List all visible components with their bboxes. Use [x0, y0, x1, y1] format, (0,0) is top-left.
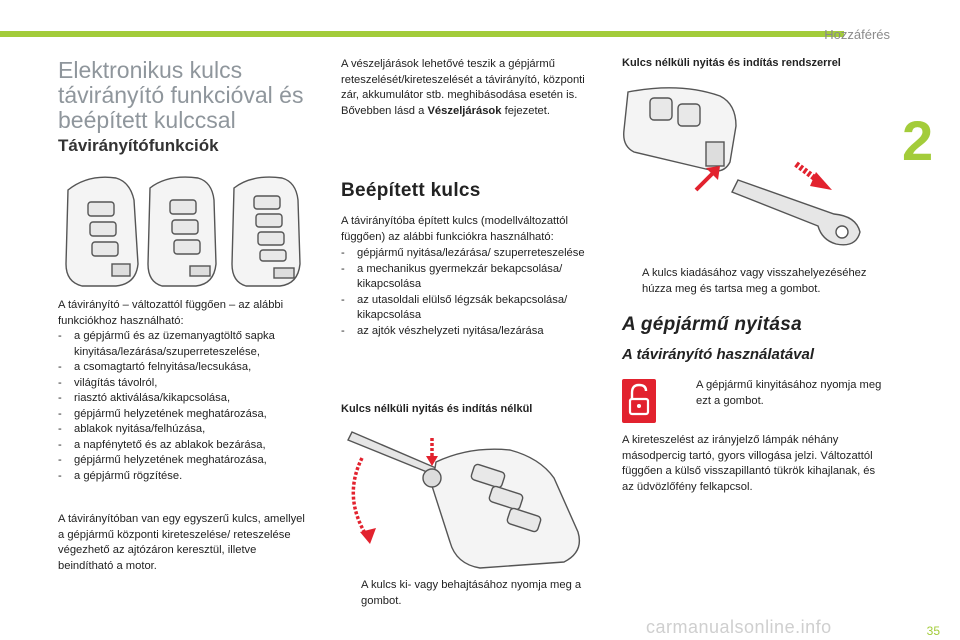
page-title-line: távirányító funkcióval és	[58, 82, 304, 108]
release-instruction-text: A kulcs kiadásához vagy visszahelyezéséhez húzza meg és tartsa meg a gombot.	[642, 267, 867, 295]
builtin-key-intro: A távirányítóba épített kulcs (modellváltozattól függően) az alábbi funkciókra használható:	[341, 215, 568, 243]
remote-functions-list	[58, 329, 314, 484]
key-release-illustration	[620, 82, 880, 252]
page-number: 35	[926, 624, 940, 638]
list-item: - gépjármű helyzetének meghatározása,	[58, 453, 314, 469]
list-item: - gépjármű helyzetének meghatározása,	[58, 407, 314, 423]
unlock-instruction	[676, 378, 882, 409]
unlock-instruction-text: A gépjármű kinyitásához nyomja meg ezt a gombot.	[696, 379, 882, 407]
list-item: - az utasoldali elülső légzsák bekapcsolása/ kikapcsolása	[341, 293, 599, 324]
vehicle-opening-heading: A gépjármű nyitása	[622, 314, 802, 335]
emergency-text: A vészeljárások lehetővé teszik a gépjármű reteszelését/kireteszelését a távirányító, központi zár, akkumulátor stb. meghibásodása esetén is. Bővebben lásd a	[341, 58, 585, 117]
list-item: - gépjármű nyitása/lezárása/ szuperreteszelése	[341, 246, 599, 262]
fold-instruction	[341, 578, 599, 609]
page-title-line: Elektronikus kulcs	[58, 57, 243, 83]
remote-functions-heading: Távirányítófunkciók	[58, 136, 219, 155]
list-item: - a napfénytető és az ablakok bezárása,	[58, 438, 314, 454]
emergency-paragraph	[341, 57, 597, 119]
list-item: - a csomagtartó felnyitása/lecsukása,	[58, 360, 314, 376]
list-item: - ablakok nyitása/felhúzása,	[58, 422, 314, 438]
chapter-number: 2	[902, 109, 934, 172]
list-item: - riasztó aktiválása/kikapcsolása,	[58, 391, 314, 407]
builtin-key-heading: Beépített kulcs	[341, 180, 481, 201]
release-instruction	[622, 266, 882, 297]
key-fobs-illustration	[58, 172, 312, 292]
press-arrow	[696, 172, 714, 190]
emergency-text-end: fejezetet.	[501, 104, 550, 117]
remote-usage-heading: A távirányító használatával	[622, 346, 815, 363]
list-item: - világítás távolról,	[58, 376, 314, 392]
top-accent-bar	[0, 31, 844, 37]
list-item: - az ajtók vészhelyzeti nyitása/lezárása	[341, 324, 599, 340]
without-keyless-heading: Kulcs nélküli nyitás és indítás nélkül	[341, 403, 533, 415]
key-fob-2	[148, 177, 216, 286]
key-fob-3	[232, 177, 300, 286]
section-title: Hozzáférés	[824, 27, 890, 42]
builtin-key-list	[341, 246, 599, 339]
emergency-link-text: Vészeljárások	[427, 104, 502, 117]
page-title-line: beépített kulccsal	[58, 107, 236, 133]
key-fob-1	[66, 177, 138, 286]
key-fob-body	[432, 449, 579, 568]
unlock-result-paragraph: A kireteszelést az irányjelző lámpák néhány másodpercig tartó, gyors villogása jelzi. Változattól függően a külső visszapillantó tükrök kihajlanak, és az üdvözlőfény felkapcsol.	[622, 434, 876, 493]
fold-instruction-text: A kulcs ki- vagy behajtásához nyomja meg a gombot.	[361, 579, 582, 607]
page-title	[58, 58, 318, 133]
list-item: - a gépjármű és az üzemanyagtöltő sapka kinyitása/lezárása/szuperreteszelése,	[58, 329, 314, 360]
folding-key-illustration	[340, 428, 600, 576]
list-item: - a gépjármű rögzítése.	[58, 469, 314, 485]
with-keyless-heading: Kulcs nélküli nyitás és indítás rendszerrel	[622, 57, 841, 69]
watermark: carmanualsonline.info	[646, 617, 832, 637]
key-blade	[348, 432, 436, 474]
unlock-button-symbol	[622, 379, 656, 423]
list-item: - a mechanikus gyermekzár bekapcsolása/ kikapcsolása	[341, 262, 599, 293]
simple-key-paragraph: A távirányítóban van egy egyszerű kulcs, amellyel a gépjármű központi kireteszelése/ reteszelése végezhető az ajtózáron keresztül, illetve beindítható a motor.	[58, 513, 305, 572]
remote-intro: A távirányító – változattól függően – az alábbi funkciókhoz használható:	[58, 299, 284, 327]
fold-arrow	[353, 458, 368, 538]
unlock-padlock-icon	[622, 379, 656, 423]
